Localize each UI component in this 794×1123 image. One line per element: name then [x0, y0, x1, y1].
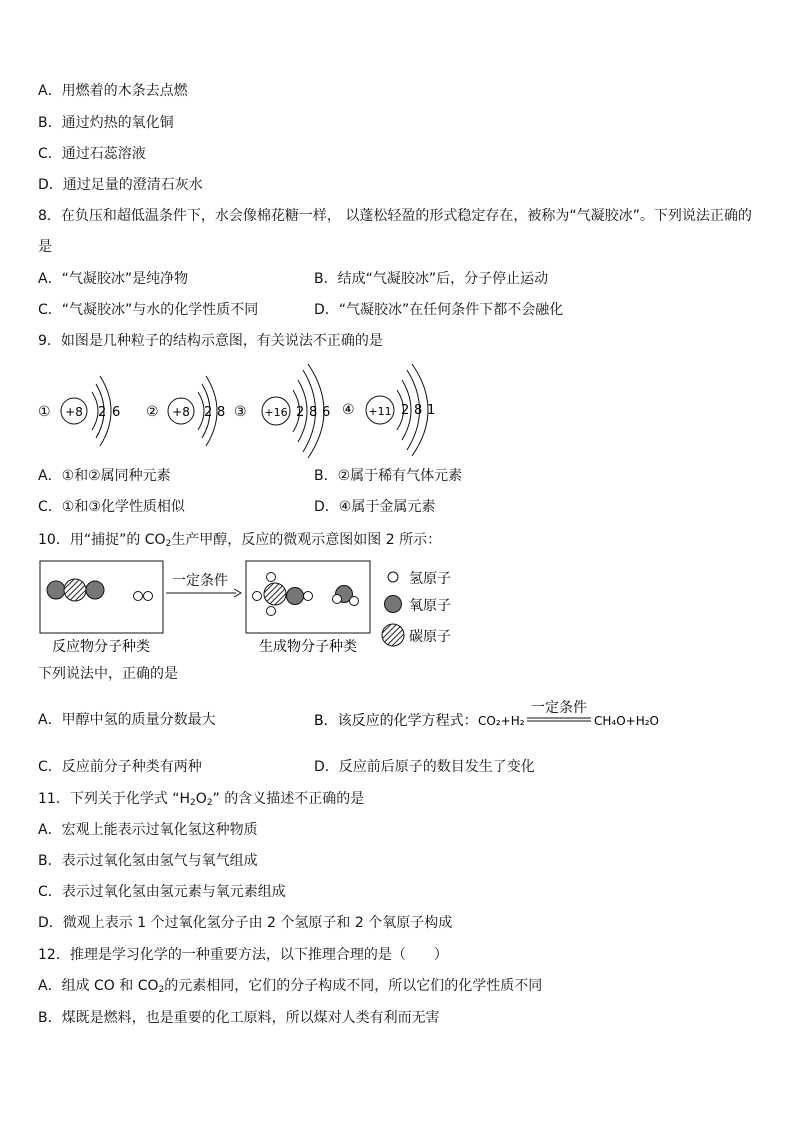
- q9-option-c: C．①和③化学性质相似: [38, 499, 185, 515]
- q9-option-a: A．①和②属同种元素: [38, 468, 171, 484]
- particle-3-shell-1: 2: [296, 405, 305, 420]
- q11-option-b: B．表示过氧化氢由氢气与氧气组成: [38, 853, 258, 869]
- co2-oxygen-atom: [47, 581, 65, 599]
- particle-4-shell-2: 8: [414, 403, 423, 418]
- q7-option-b: B．通过灼热的氧化铜: [38, 115, 174, 131]
- q8-stem-line2: 是: [38, 239, 52, 255]
- particle-2: [146, 376, 225, 446]
- particle-4-shell-3: 1: [427, 403, 436, 418]
- methanol-hydrogen-atom: [267, 607, 276, 616]
- methanol-hydrogen-atom: [253, 592, 262, 601]
- particle-2-shell-2: 8: [217, 405, 226, 420]
- methanol-hydrogen-atom: [304, 592, 313, 601]
- particle-1-shell-2: 6: [112, 405, 121, 420]
- particle-2-shell-1: 2: [204, 405, 213, 420]
- q10-option-c: C．反应前分子种类有两种: [38, 759, 202, 775]
- particle-2-nucleus: +8: [172, 405, 190, 419]
- q9-stem: 9．如图是几种粒子的结构示意图，有关说法不正确的是: [38, 333, 383, 349]
- q11-option-a: A．宏观上能表示过氧化氢这种物质: [38, 822, 258, 838]
- q12-option-a: A．组成 CO 和 $CO_2$的元素相同，它们的分子构成不同，所以它们的化学性质不同: [38, 978, 543, 995]
- methanol-hydrogen-atom: [267, 573, 276, 582]
- h2-hydrogen-atom: [144, 592, 153, 601]
- particle-3-shell-3: 6: [322, 405, 331, 420]
- q10-option-b-prefix: B．该反应的化学方程式：: [314, 713, 478, 729]
- equation-condition: 一定条件: [531, 700, 587, 716]
- h2-hydrogen-atom: [134, 592, 143, 601]
- q8-option-b: B．结成“气凝胶冰”后，分子停止运动: [314, 271, 549, 287]
- q7-option-d: D．通过足量的澄清石灰水: [38, 177, 203, 193]
- equation-left: CO₂+H₂: [478, 714, 525, 728]
- methanol-carbon-atom: [264, 583, 286, 605]
- legend-hydrogen-label: 氢原子: [409, 571, 451, 587]
- particle-2-index: ②: [146, 404, 159, 420]
- reactant-label: 反应物分子种类: [52, 639, 150, 655]
- legend-oxygen-label: 氧原子: [409, 598, 451, 614]
- q8-option-d: D．“气凝胶冰”在任何条件下都不会融化: [314, 302, 564, 318]
- legend-carbon-label: 碳原子: [409, 629, 451, 645]
- q10-followup: 下列说法中，正确的是: [38, 666, 178, 682]
- q7-option-c: C．通过石蕊溶液: [38, 146, 146, 162]
- particle-3-nucleus: +16: [264, 406, 288, 419]
- co2-oxygen-atom: [86, 581, 104, 599]
- water-hydrogen-atom: [333, 595, 342, 604]
- particle-1-nucleus: +8: [65, 405, 83, 419]
- legend-hydrogen-symbol: [388, 572, 398, 582]
- particle-4: [342, 364, 435, 456]
- legend-carbon-symbol: [382, 624, 404, 646]
- particle-4-shell-1: 2: [401, 403, 410, 418]
- legend-oxygen-symbol: [385, 596, 402, 613]
- atomic-structure-diagram: [30, 362, 450, 466]
- particle-3-shell-2: 8: [309, 405, 318, 420]
- q11-option-c: C．表示过氧化氢由氢元素与氧元素组成: [38, 884, 286, 900]
- q10-option-a: A．甲醇中氢的质量分数最大: [38, 712, 216, 728]
- q10-option-d: D．反应前后原子的数目发生了变化: [314, 759, 535, 775]
- reaction-condition: 一定条件: [172, 573, 228, 589]
- particle-4-index: ④: [342, 402, 355, 418]
- particle-1: [38, 376, 120, 446]
- particle-1-index: ①: [38, 404, 51, 420]
- q7-option-a: A．用燃着的木条去点燃: [38, 83, 188, 99]
- q11-option-d: D．微观上表示 1 个过氧化氢分子由 2 个氢原子和 2 个氧原子构成: [38, 915, 453, 931]
- particle-1-shell-1: 2: [98, 405, 107, 420]
- q12-stem: 12．推理是学习化学的一种重要方法，以下推理合理的是（ ）: [38, 947, 448, 963]
- q10-stem: 10．用“捕捉”的 $CO_2$生产甲醇，反应的微观示意图如图 2 所示：: [38, 532, 442, 549]
- q8-stem-line1: 8．在负压和超低温条件下，水会像棉花糖一样， 以蓬松轻盈的形式稳定存在，被称为“气凝胶冰”。下列说法正确的: [38, 208, 752, 224]
- particle-4-nucleus: +11: [368, 405, 392, 418]
- particle-3: [234, 364, 330, 458]
- co2-carbon-atom: [64, 579, 86, 601]
- reaction-micro-diagram: [38, 558, 478, 666]
- q8-option-a: A．“气凝胶冰”是纯净物: [38, 271, 189, 287]
- particle-3-index: ③: [234, 404, 247, 420]
- q8-option-c: C．“气凝胶冰”与水的化学性质不同: [38, 302, 259, 318]
- water-hydrogen-atom: [350, 597, 359, 606]
- product-label: 生成物分子种类: [259, 639, 357, 655]
- q11-stem: 11．下列关于化学式 “$H_2O_2$” 的含义描述不正确的是: [38, 791, 365, 808]
- q9-option-d: D．④属于金属元素: [314, 499, 436, 515]
- q10-option-b: [314, 700, 734, 740]
- methanol-oxygen-atom: [287, 588, 304, 605]
- equation-right: CH₄O+H₂O: [594, 714, 659, 728]
- q12-option-b: B．煤既是燃料，也是重要的化工原料，所以煤对人类有利而无害: [38, 1010, 440, 1026]
- q9-option-b: B．②属于稀有气体元素: [314, 468, 463, 484]
